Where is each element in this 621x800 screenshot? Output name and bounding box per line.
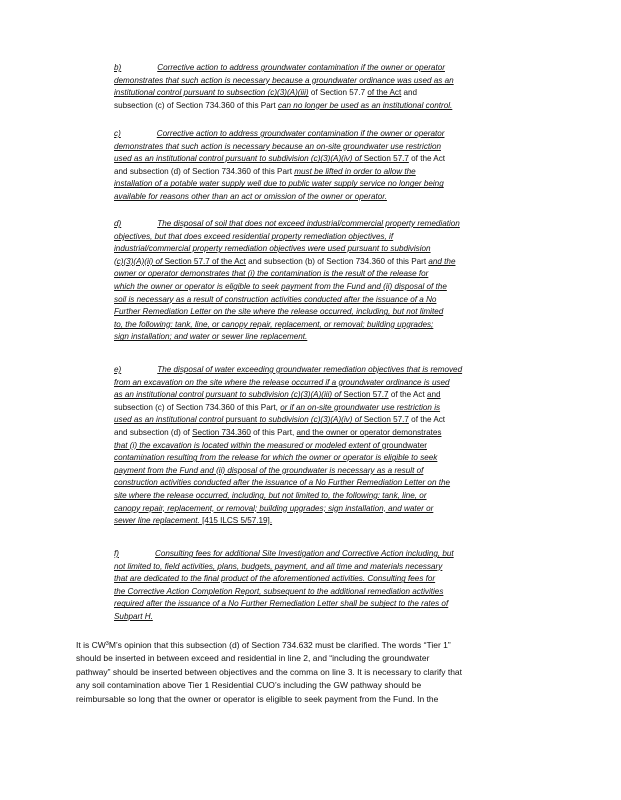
- item-letter: d): [114, 219, 122, 228]
- text-run: of the Act: [367, 88, 402, 98]
- text-line: [114, 128, 548, 141]
- text-line: [114, 452, 548, 465]
- item-letter: e): [114, 365, 122, 374]
- text-run: Section 57.7: [363, 154, 409, 164]
- text-run: Section 57.7: [363, 415, 409, 425]
- text-run: and subsection (d) of Section 734.360 of this Part: [114, 166, 295, 176]
- text-line: [114, 611, 548, 624]
- text-run: The disposal of water exceeding groundwater remediation objectives that is removed: [157, 365, 463, 374]
- item-letter: f): [114, 549, 119, 558]
- item-letter: b): [114, 63, 122, 72]
- text-run: soil is necessary as a result of construction activities conducted after the issuance of a No: [114, 294, 437, 304]
- text-line: [114, 191, 548, 204]
- text-run: of the Act: [408, 154, 446, 164]
- commentary-line: should be inserted in between exceed and residential in line 2, and “including the groundwater: [76, 653, 430, 664]
- subsection-c: [114, 128, 548, 204]
- text-run: used as an institutional control pursuant to subdivision (c)(3)(A)(iv) of: [114, 154, 364, 164]
- text-run: or if an on-site groundwater use restriction is: [280, 402, 441, 412]
- text-run: [415 ILCS 5/57.19].: [202, 516, 273, 526]
- text-line: [114, 465, 548, 478]
- text-line: [114, 503, 548, 516]
- text-run: to, the following: tank, line, or canopy repair, replacement, or removal; building upgrades;: [114, 319, 434, 329]
- text-run: construction activities conducted after the issuance of a No Further Remediation Letter on the: [114, 478, 451, 488]
- superscript: 3: [105, 641, 109, 647]
- text-run: sewer line replacement.: [114, 516, 203, 526]
- text-line: [114, 515, 548, 528]
- text-run: the Corrective Action Completion Report, subsequent to the additional remediation activities: [114, 586, 444, 596]
- text-line: [114, 75, 548, 88]
- text-run: subsection (c) of Section 734.360 of this Part: [114, 100, 278, 110]
- text-line: [114, 218, 548, 231]
- text-run: pursuant: [225, 415, 258, 425]
- text-run: as an institutional control pursuant to subdivision (c)(3)(A)(iii) of: [114, 390, 344, 400]
- text-line: [114, 598, 548, 611]
- text-run: Subpart H.: [114, 611, 153, 621]
- text-run: and the: [428, 256, 456, 266]
- text-line: [114, 141, 548, 154]
- text-run: subsection (c) of Section 734.360 of this Part,: [114, 402, 281, 412]
- text-line: [114, 306, 548, 319]
- text-run: building upgrades; sign installation, and water or: [259, 503, 434, 513]
- text-run: groundwater: [381, 440, 427, 450]
- text-run: not limited to, field activities, plans, budgets, payment, and all time and materials necessary: [114, 561, 443, 571]
- text-line: [114, 477, 548, 490]
- item-letter: c): [114, 129, 121, 138]
- text-run: Section 57.7 of the Act: [164, 256, 246, 266]
- text-run: payment from the Fund and (ii) disposal of the groundwater is necessary as a result of: [114, 465, 424, 475]
- commentary-line: reimbursable so long that the owner or operator is eligible to seek payment from the Fund. In the: [76, 693, 439, 704]
- text-run: installation of a potable water supply well due to public water supply service no longer being: [114, 179, 444, 189]
- text-line: [114, 319, 548, 332]
- subsection-e: [114, 364, 548, 528]
- text-run: from an excavation on the site where the release occurred if a groundwater ordinance is used: [114, 377, 450, 387]
- text-run: objectives, but that does exceed residential property remediation objectives, if: [114, 231, 394, 241]
- commentary-line: pathway” should be inserted between objectives and the comma on line 3. It is necessary to clarify that: [76, 666, 463, 677]
- text-line: [114, 586, 548, 599]
- text-run: The disposal of soil that does not exceed industrial/commercial property remediation: [157, 219, 460, 228]
- text-line: [114, 281, 548, 294]
- text-line: [114, 178, 548, 191]
- text-run: to subdivision (c)(3)(A)(iv) of: [257, 415, 364, 425]
- text-run: (c)(3)(A)(ii) of: [114, 256, 165, 266]
- text-line: [114, 87, 548, 100]
- text-run: sign installation; and water or sewer line replacement.: [114, 332, 308, 342]
- text-run: of the Act: [408, 415, 446, 425]
- text-run: and subsection (b) of Section 734.360 of this Part: [245, 256, 429, 266]
- text-run: and: [401, 88, 418, 98]
- text-run: must be lifted in order to allow the: [294, 166, 416, 176]
- text-line: [114, 231, 548, 244]
- text-run: of Section 57.7: [308, 88, 368, 98]
- text-run: of the Act: [388, 390, 427, 400]
- text-run: canopy repair, replacement, or removal;: [114, 503, 260, 513]
- subsection-b: [114, 62, 548, 112]
- text-run: owner or operator demonstrates that (i) the contamination is the result of the release for: [114, 269, 429, 279]
- text-line: [114, 100, 548, 113]
- text-run: Consulting fees for additional Site Investigation and Corrective Action including, but: [154, 549, 454, 558]
- text-line: [114, 243, 548, 256]
- text-line: [114, 256, 548, 269]
- text-run: can no longer be used as an institutional control.: [277, 100, 453, 110]
- text-run: and the owner or operator demonstrates: [296, 427, 442, 437]
- text-run: contamination resulting from the release for which the owner or operator is eligible to seek: [114, 453, 438, 463]
- text-line: [114, 548, 548, 561]
- text-run: Corrective action to address groundwater contamination if the owner or operator: [157, 63, 445, 72]
- text-line: [114, 440, 548, 453]
- text-line: [114, 294, 548, 307]
- text-line: [114, 62, 548, 75]
- text-line: [114, 414, 548, 427]
- text-run: used as an institutional control: [114, 415, 226, 425]
- commentary-line: It is $CW^3M’s$ opinion that this subsection (d) of Section 734.632 must be clarified. The words “Tier 1”: [76, 640, 451, 650]
- text-run: that (i) the excavation is located within the measured or modeled extent of: [114, 440, 382, 450]
- text-run: Section 734.360: [192, 427, 251, 437]
- text-run: Corrective action to address groundwater contamination if the owner or operator: [156, 129, 445, 138]
- commentary-paragraph: [76, 639, 546, 706]
- text-run: and: [426, 390, 441, 400]
- text-line: [114, 427, 548, 440]
- text-run: which the owner or operator is eligible to seek payment from the Fund and (ii) disposal of the: [114, 281, 447, 291]
- text-run: of this Part,: [250, 427, 297, 437]
- text-run: institutional control pursuant to subsection (c)(3)(A)(iii): [114, 88, 309, 98]
- text-line: [114, 561, 548, 574]
- text-run: demonstrates that such action is necessary because a groundwater ordinance was used as an: [114, 75, 454, 85]
- subsection-f: [114, 548, 548, 624]
- text-line: [114, 389, 548, 402]
- text-run: site where the release occurred, including, but not limited to, the following: tank, line, or: [114, 490, 427, 500]
- text-line: [114, 364, 548, 377]
- text-line: [114, 490, 548, 503]
- text-line: [114, 166, 548, 179]
- text-run: available for reasons other than an act or omission of the owner or operator.: [114, 191, 387, 201]
- text-run: Further Remediation Letter on the site where the release occurred, including, but not limited: [114, 307, 444, 317]
- text-line: [114, 402, 548, 415]
- text-run: demonstrates that such action is necessary because an on-site groundwater use restriction: [114, 141, 441, 151]
- text-line: [114, 268, 548, 281]
- text-run: that are dedicated to the final product of the aforementioned activities. Consulting fees for: [114, 574, 436, 584]
- subsection-d: [114, 218, 548, 344]
- text-line: [114, 153, 548, 166]
- text-line: [114, 377, 548, 390]
- text-run: Section 57.7: [343, 390, 389, 400]
- text-run: industrial/commercial property remediation objectives were used pursuant to subdivision: [114, 244, 431, 254]
- text-run: required after the issuance of a No Further Remediation Letter shall be subject to the rates of: [114, 599, 449, 609]
- text-line: [114, 573, 548, 586]
- text-run: and subsection (d) of: [114, 427, 193, 437]
- text-line: [114, 331, 548, 344]
- commentary-line: any soil contamination above Tier 1 Residential CUO’s including the GW pathway should be: [76, 680, 422, 691]
